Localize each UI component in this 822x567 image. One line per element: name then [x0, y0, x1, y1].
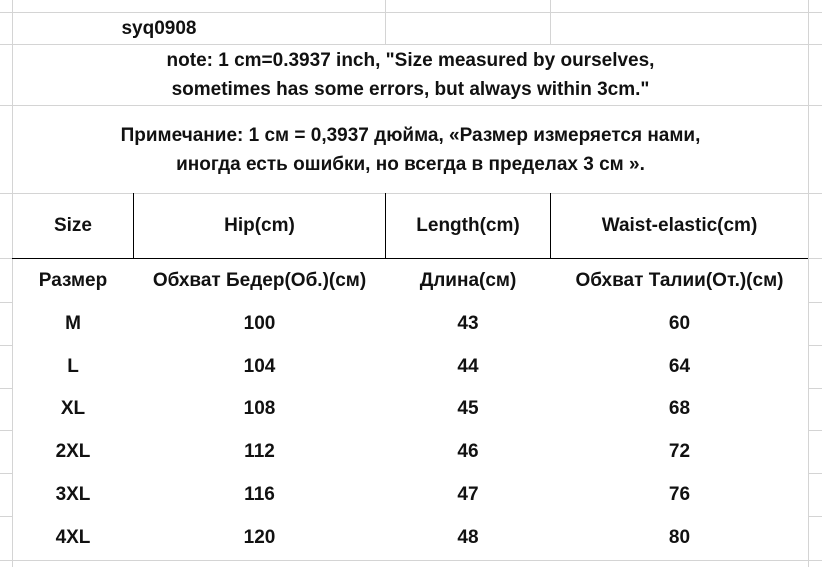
cell-size: L: [67, 355, 79, 377]
cell-length: 47: [457, 483, 479, 505]
cell-length: 46: [457, 440, 479, 462]
cell-hip: 108: [243, 398, 276, 419]
note-english: [13, 45, 808, 105]
header-waist: Waist-elastic(cm): [601, 215, 758, 236]
cell-size: 4XL: [55, 527, 91, 548]
cell-length: 45: [457, 398, 479, 419]
gridline: [0, 560, 822, 561]
gridline: [0, 388, 12, 389]
cell-length: 48: [457, 527, 479, 548]
gridline: [808, 302, 822, 303]
note-russian-line-1: Примечание: 1 см = 0,3937 дюйма, «Размер измеряется нами,: [120, 124, 701, 146]
header-waist-ru: Обхват Талии(От.)(см): [575, 269, 784, 291]
cell-length: 43: [457, 312, 479, 334]
header-length-ru: Длина(см): [419, 269, 517, 291]
header-hip-ru: Обхват Бедер(Об.)(см): [152, 269, 367, 291]
header-size-ru: Размер: [38, 269, 108, 291]
header-length: Length(cm): [416, 215, 520, 236]
gridline: [808, 258, 822, 259]
header-size: Size: [53, 215, 93, 236]
gridline: [808, 473, 822, 474]
gridline: [0, 516, 12, 517]
cell-waist: 60: [668, 312, 691, 334]
gridline: [0, 302, 12, 303]
cell-waist: 68: [668, 398, 691, 419]
cell-waist: 64: [668, 355, 691, 377]
cell-size: M: [65, 312, 81, 334]
cell-hip: 112: [244, 440, 275, 462]
note-russian: [13, 106, 808, 193]
cell-hip: 104: [243, 355, 276, 377]
header-hip: Hip(cm): [224, 215, 295, 236]
gridline: [0, 345, 12, 346]
cell-size: 3XL: [55, 483, 91, 505]
cell-waist: 72: [668, 440, 691, 462]
cell-size: XL: [60, 398, 86, 419]
cell-size: 2XL: [55, 440, 91, 462]
gridline: [808, 430, 822, 431]
cell-length: 44: [457, 355, 479, 377]
gridline: [385, 0, 386, 44]
product-code: syq0908: [121, 17, 197, 39]
gridline: [808, 0, 809, 567]
gridline: [0, 430, 12, 431]
gridline: [808, 345, 822, 346]
gridline: [808, 388, 822, 389]
cell-waist: 80: [668, 527, 691, 548]
note-english-line-2: sometimes has some errors, but always within 3cm.": [171, 79, 650, 100]
gridline: [0, 473, 12, 474]
cell-waist: 76: [668, 483, 691, 505]
gridline: [808, 516, 822, 517]
note-russian-line-2: иногда есть ошибки, но всегда в пределах 3 см ».: [176, 153, 645, 175]
cell-hip: 100: [243, 312, 276, 334]
gridline: [0, 258, 12, 259]
cell-hip: 116: [244, 483, 275, 505]
gridline: [550, 0, 551, 44]
note-english-line-1: note: 1 cm=0.3937 inch, "Size measured by ourselves,: [166, 50, 655, 71]
cell-hip: 120: [243, 527, 276, 548]
